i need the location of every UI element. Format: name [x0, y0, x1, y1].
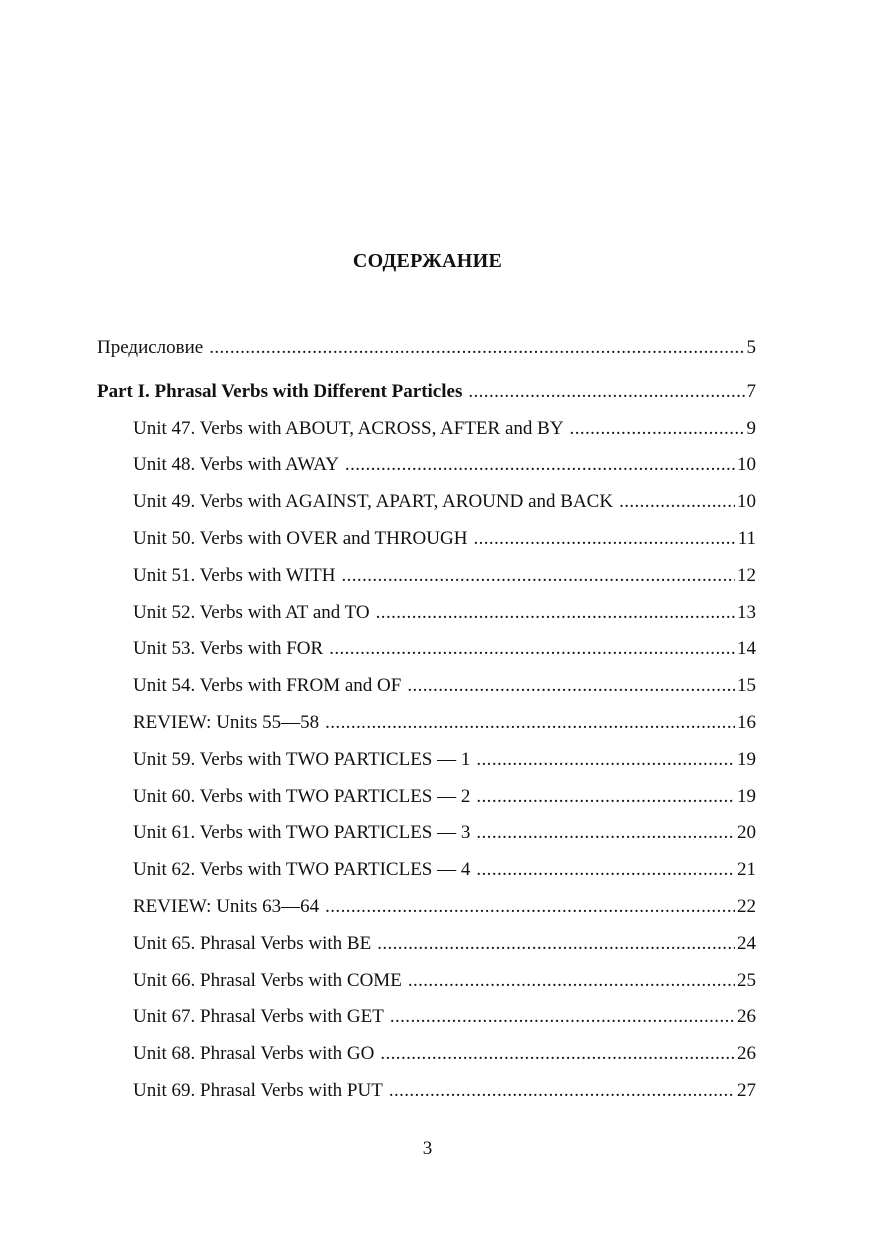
toc-entry-page: 7: [746, 380, 756, 402]
toc-entry-page: 5: [746, 337, 756, 358]
toc-part-entry[interactable]: [97, 374, 756, 411]
page-number: 3: [422, 1138, 433, 1159]
toc-entry-title: Unit 51. Verbs with WITH: [133, 564, 336, 586]
toc-entry-title: Unit 49. Verbs with AGAINST, APART, AROUND and BACK: [133, 491, 614, 513]
toc-entry[interactable]: [97, 1036, 756, 1073]
toc-entry-title: Unit 48. Verbs with AWAY: [133, 454, 339, 476]
dot-leader: [376, 595, 735, 632]
dot-leader: [329, 631, 735, 668]
toc-entry-page: 20: [737, 822, 756, 844]
toc-entry[interactable]: [97, 447, 756, 484]
toc-entry-title: Unit 65. Phrasal Verbs with BE: [133, 932, 372, 954]
toc-entry-page: 12: [737, 564, 756, 586]
dot-leader: [476, 779, 735, 816]
toc-entry[interactable]: [97, 668, 756, 705]
dot-leader: [408, 963, 735, 1000]
dot-leader: [476, 852, 735, 889]
toc-entry-page: 9: [746, 417, 756, 439]
toc-entry-page: 26: [737, 1006, 756, 1028]
toc-entry-page: 26: [737, 1043, 756, 1065]
dot-leader: [341, 558, 735, 595]
toc-entry-title: Unit 53. Verbs with FOR: [133, 638, 324, 660]
toc-entry-page: 21: [737, 859, 756, 881]
dot-leader: [570, 411, 745, 448]
dot-leader: [619, 484, 735, 521]
toc-entry-page: 25: [737, 969, 756, 991]
toc-entry[interactable]: [97, 742, 756, 779]
toc-entry-title: Unit 68. Phrasal Verbs with GO: [133, 1043, 375, 1065]
dot-leader: [325, 889, 735, 926]
toc-entry[interactable]: [97, 521, 756, 558]
toc-entry-title: Unit 50. Verbs with OVER and THROUGH: [133, 527, 468, 549]
toc-entry[interactable]: [97, 705, 756, 742]
toc-entry-page: 15: [737, 675, 756, 697]
contents-heading: СОДЕРЖАНИЕ: [352, 250, 503, 272]
dot-leader: [377, 926, 735, 963]
toc-entry-title: Предисловие: [97, 337, 204, 358]
toc-entry-page: 10: [737, 454, 756, 476]
toc-entry[interactable]: [97, 558, 756, 595]
dot-leader: [390, 999, 735, 1036]
toc-entry-page: 24: [737, 932, 756, 954]
toc-entry[interactable]: [97, 595, 756, 632]
table-of-contents: [97, 330, 756, 1110]
toc-entry-title: Unit 66. Phrasal Verbs with COME: [133, 969, 402, 991]
toc-entry-title: Unit 69. Phrasal Verbs with PUT: [133, 1079, 383, 1101]
toc-entry-title: Unit 52. Verbs with AT and TO: [133, 601, 370, 623]
toc-entry-title: Unit 59. Verbs with TWO PARTICLES — 1: [133, 748, 471, 770]
toc-entry-page: 10: [737, 491, 756, 513]
toc-entry-page: 27: [737, 1079, 756, 1101]
toc-entry-title: Unit 47. Verbs with ABOUT, ACROSS, AFTER and BY: [133, 417, 564, 439]
toc-entry[interactable]: [97, 411, 756, 448]
dot-leader: [209, 330, 744, 367]
toc-entry-title: REVIEW: Units 55—58: [133, 711, 320, 733]
toc-entry[interactable]: [97, 631, 756, 668]
toc-entry-title: Unit 60. Verbs with TWO PARTICLES — 2: [133, 785, 471, 807]
dot-leader: [476, 815, 735, 852]
toc-entry[interactable]: [97, 779, 756, 816]
toc-entry-title: Unit 67. Phrasal Verbs with GET: [133, 1006, 384, 1028]
toc-entry-page: 11: [737, 527, 756, 549]
toc-entry-title: REVIEW: Units 63—64: [133, 895, 320, 917]
toc-entry-page: 22: [737, 895, 756, 917]
toc-entry-page: 19: [737, 748, 756, 770]
toc-entry-title: Unit 62. Verbs with TWO PARTICLES — 4: [133, 859, 471, 881]
toc-entry[interactable]: [97, 815, 756, 852]
dot-leader: [473, 521, 735, 558]
toc-entry-page: 16: [737, 711, 756, 733]
toc-entry[interactable]: [97, 889, 756, 926]
toc-entry-title: Part I. Phrasal Verbs with Different Particles: [97, 380, 463, 402]
dot-leader: [407, 668, 735, 705]
toc-entry[interactable]: [97, 852, 756, 889]
toc-entry[interactable]: [97, 963, 756, 1000]
dot-leader: [345, 447, 735, 484]
dot-leader: [476, 742, 735, 779]
dot-leader: [389, 1073, 735, 1110]
toc-entry-page: 19: [737, 785, 756, 807]
toc-preface-entry[interactable]: [97, 330, 756, 367]
toc-entry-page: 13: [737, 601, 756, 623]
toc-entry[interactable]: [97, 999, 756, 1036]
toc-entry-title: Unit 61. Verbs with TWO PARTICLES — 3: [133, 822, 471, 844]
dot-leader: [380, 1036, 735, 1073]
toc-entry[interactable]: [97, 484, 756, 521]
toc-entry[interactable]: [97, 926, 756, 963]
dot-leader: [325, 705, 735, 742]
toc-entry-page: 14: [737, 638, 756, 660]
dot-leader: [468, 374, 744, 411]
toc-entry-title: Unit 54. Verbs with FROM and OF: [133, 675, 402, 697]
toc-entry[interactable]: [97, 1073, 756, 1110]
